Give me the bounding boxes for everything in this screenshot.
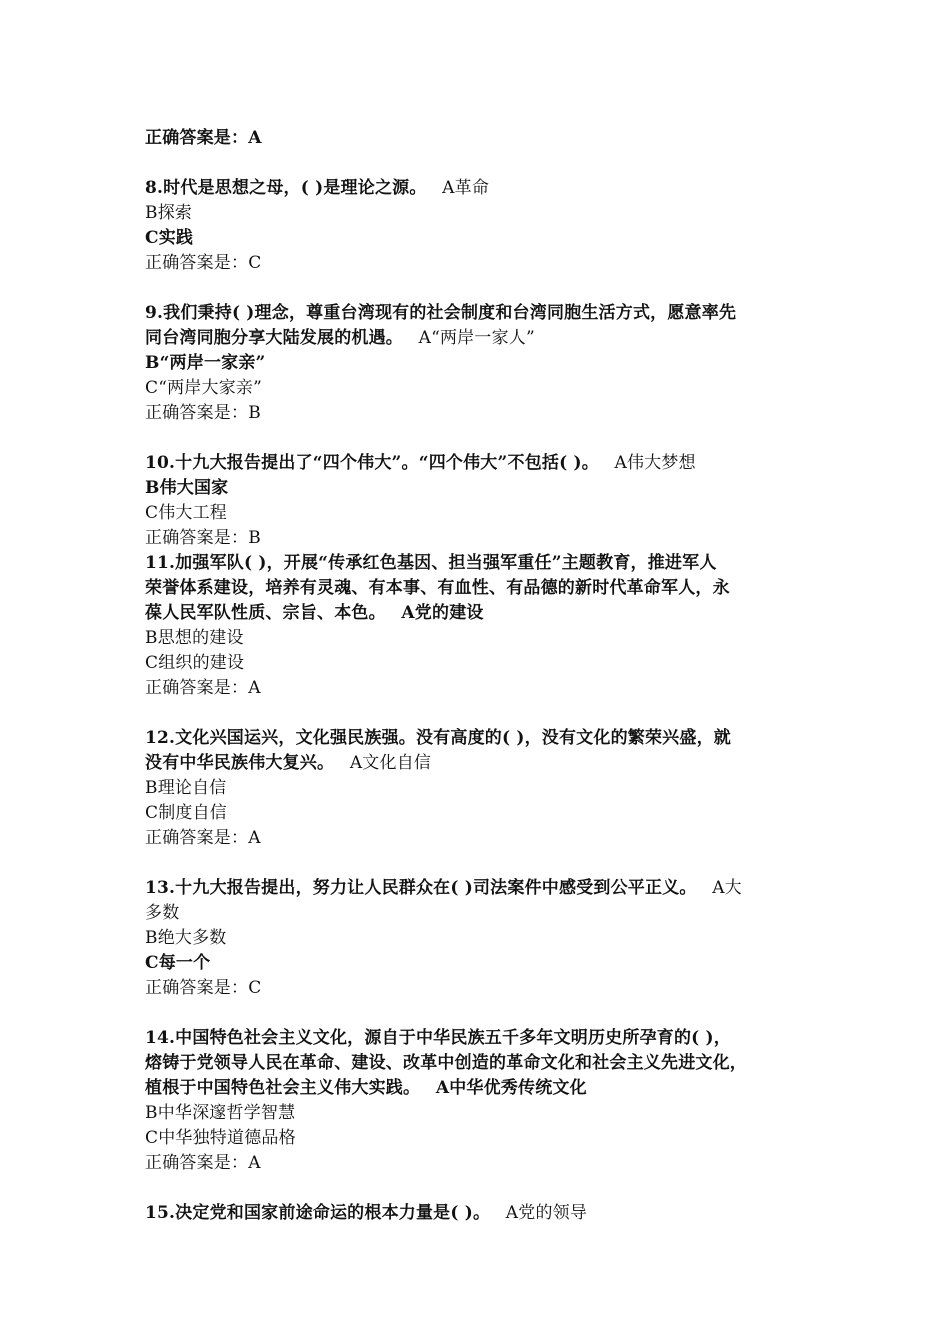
question-stem: 植根于中国特色社会主义伟大实践。 [145,1078,421,1098]
option-a: A革命 [442,178,490,198]
answer-line: 正确答案是：A [145,1153,261,1173]
answer-line: 正确答案是：B [145,528,261,548]
question-stem: 葆人民军队性质、宗旨、本色。 [145,603,386,623]
option-c: C中华独特道德品格 [145,1128,296,1148]
question-stem: 11.加强军队( )，开展“传承红色基因、担当强军重任”主题教育，推进军人 [145,553,717,573]
answer-line: 正确答案是：C [145,253,262,273]
answer-line: 正确答案是：C [145,978,262,998]
question-stem: 14.中国特色社会主义文化，源自于中华民族五千多年文明历史所孕育的( )， [145,1028,731,1048]
question-11 [145,551,825,701]
option-a: A党的建设 [401,603,484,623]
option-b: B理论自信 [145,778,227,798]
spacer [145,426,825,451]
question-13 [145,876,825,1001]
question-stem: 9.我们秉持( )理念，尊重台湾现有的社会制度和台湾同胞生活方式，愿意率先 [145,303,737,323]
question-stem: 15.决定党和国家前途命运的根本力量是( )。 [145,1203,491,1223]
question-stem: 没有中华民族伟大复兴。 [145,753,335,773]
option-c: C“两岸大家亲” [145,378,262,398]
question-15 [145,1201,825,1226]
question-stem: 10.十九大报告提出了“四个伟大”。“四个伟大”不包括( )。 [145,453,599,473]
spacer [145,1176,825,1201]
question-stem: 8.时代是思想之母，( )是理论之源。 [145,178,427,198]
option-b: B“两岸一家亲” [145,353,266,373]
question-stem: 荣誉体系建设，培养有灵魂、有本事、有血性、有品德的新时代革命军人，永 [145,578,730,598]
question-8 [145,176,825,276]
option-b: B探索 [145,203,193,223]
option-b: B绝大多数 [145,928,227,948]
answer-line: 正确答案是：A [145,678,261,698]
spacer [145,151,825,176]
option-b: B思想的建设 [145,628,244,648]
question-10 [145,451,825,551]
option-a: A大 [712,878,742,898]
answer-line: 正确答案是：B [145,403,261,423]
question-12 [145,726,825,851]
option-b: B中华深邃哲学智慧 [145,1103,296,1123]
option-c: C组织的建设 [145,653,245,673]
option-c: C伟大工程 [145,503,228,523]
option-a: A“两岸一家人” [418,328,535,348]
question-stem: 同台湾同胞分享大陆发展的机遇。 [145,328,403,348]
option-c: C实践 [145,228,194,248]
spacer [145,851,825,876]
answer-line: 正确答案是：A [145,128,262,148]
option-b: B伟大国家 [145,478,229,498]
spacer [145,701,825,726]
question-stem: 12.文化兴国运兴，文化强民族强。没有高度的( )，没有文化的繁荣兴盛，就 [145,728,731,748]
option-a: A党的领导 [505,1203,588,1223]
answer-line: 正确答案是：A [145,828,261,848]
option-a: A伟大梦想 [614,453,696,473]
question-14 [145,1026,825,1176]
option-a: A中华优秀传统文化 [435,1078,587,1098]
option-c: C制度自信 [145,803,228,823]
option-a: A文化自信 [349,753,432,773]
question-stem: 熔铸于党领导人民在革命、建设、改革中创造的革命文化和社会主义先进文化， [145,1053,747,1073]
document-page [145,126,825,1226]
option-a-continuation: 多数 [145,903,180,923]
spacer [145,276,825,301]
question-stem: 13.十九大报告提出，努力让人民群众在( )司法案件中感受到公平正义。 [145,878,697,898]
option-c: C每一个 [145,953,211,973]
spacer [145,1001,825,1026]
question-9 [145,301,825,426]
